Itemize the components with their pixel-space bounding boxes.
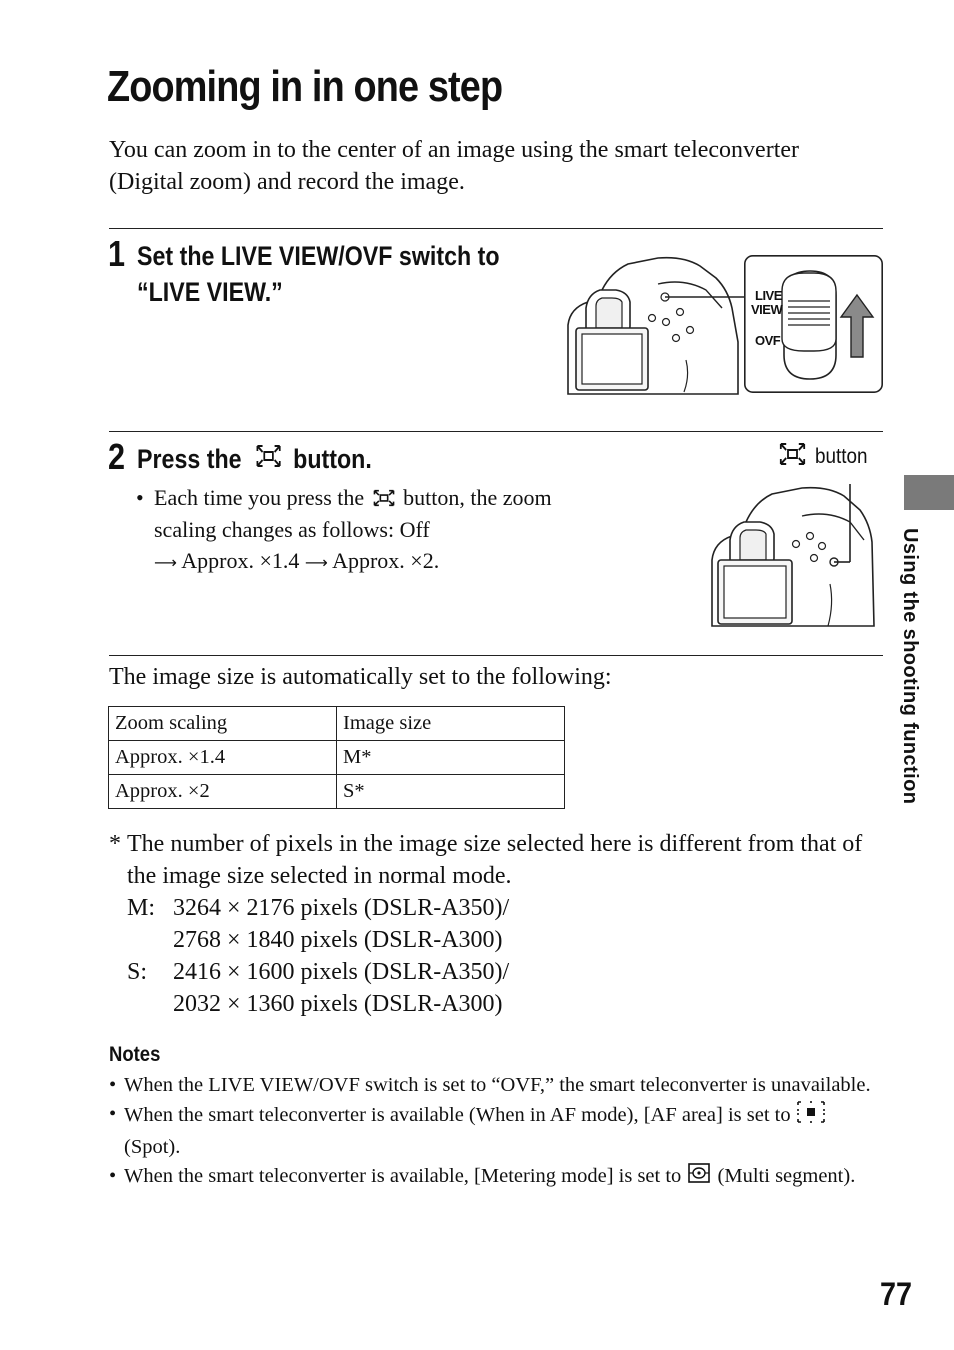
footnote-m-line-1: 3264 × 2176 pixels (DSLR-A350)/ (173, 895, 510, 921)
bullet-dot: • (109, 1074, 117, 1096)
note-2-part-1: When the smart teleconverter is available (When in AF mode), [AF area] is set to (124, 1104, 791, 1127)
notes-heading: Notes (109, 1043, 161, 1066)
right-arrow-icon: ⟶ (154, 552, 177, 572)
note-1-text: When the LIVE VIEW/OVF switch is set to “OVF,” the smart teleconverter is unavailable. (124, 1074, 871, 1096)
step-2-title-before: Press the (137, 444, 242, 474)
bullet-dot: • (109, 1165, 117, 1187)
footnote-star: * (109, 831, 121, 857)
note-3-part-2: (Multi segment). (717, 1165, 856, 1187)
footnote-spacer (127, 924, 173, 956)
switch-label-live: LIVE (755, 288, 782, 303)
switch-label-ovf: OVF (755, 333, 781, 348)
step-2-title (137, 441, 372, 477)
section-side-label (897, 528, 925, 818)
section-divider (109, 431, 883, 432)
section-thumb-tab (904, 475, 954, 510)
spot-af-icon (796, 1100, 826, 1133)
page-number: 77 (880, 1276, 913, 1312)
callout-label: button (815, 445, 868, 468)
note-item (109, 1071, 879, 1100)
note-2-part-2: (Spot). (124, 1136, 181, 1158)
bullet-dot: • (136, 485, 144, 510)
footnote (109, 828, 889, 1020)
footnote-s-line-2: 2032 × 1360 pixels (DSLR-A300) (173, 991, 503, 1017)
step-1-title-line-1: Set the LIVE VIEW/OVF switch to (137, 241, 500, 271)
table-header-cell: Zoom scaling (109, 707, 337, 741)
bullet-part-2: button, the zoom scaling changes as follows: Off (154, 485, 552, 543)
live-view-switch-closeup (744, 255, 883, 393)
bullet-dot: • (109, 1103, 117, 1125)
step-1-title-line-2: “LIVE VIEW.” (137, 277, 283, 307)
smart-teleconverter-icon (373, 485, 395, 516)
footnote-m-line-2: 2768 × 1840 pixels (DSLR-A300) (173, 927, 503, 953)
footnote-s-row (127, 956, 889, 988)
step-2-title-after: button. (293, 444, 372, 474)
table-cell: M* (337, 741, 565, 775)
footnote-m-row (127, 892, 889, 924)
table-header-cell: Image size (337, 707, 565, 741)
camera-back-illustration (566, 250, 744, 395)
multi-segment-metering-icon (688, 1163, 710, 1192)
switch-label-view: VIEW (751, 302, 783, 317)
step-1-number: 1 (108, 233, 126, 274)
footnote-m-row-2 (127, 924, 889, 956)
table-row (109, 741, 565, 775)
footnote-s-line-1: 2416 × 1600 pixels (DSLR-A350)/ (173, 959, 510, 985)
image-size-lead: The image size is automatically set to the following: (109, 664, 612, 690)
footnote-s-key: S: (127, 959, 148, 985)
intro-paragraph: You can zoom in to the center of an image using the smart teleconverter (Digital zoom) and record the image. (109, 137, 800, 195)
footnote-s-row-2 (127, 988, 889, 1020)
smart-teleconverter-icon (779, 442, 806, 472)
note-3-part-1: When the smart teleconverter is available, [Metering mode] is set to (124, 1165, 682, 1187)
bullet-part-3: Approx. ×1.4 (181, 547, 300, 573)
table-row (109, 775, 565, 809)
camera-back-illustration-2 (710, 480, 880, 627)
table-cell: Approx. ×2 (109, 775, 337, 809)
table-header-row (109, 707, 565, 741)
button-callout (779, 442, 868, 472)
note-item (109, 1100, 879, 1162)
bullet-part-1: Each time you press the (154, 485, 365, 510)
image-size-table (108, 706, 565, 809)
step-2-bullet (136, 483, 556, 578)
section-side-label-text: Using the shooting function (899, 528, 921, 805)
section-divider (109, 228, 883, 229)
up-arrow-icon (839, 293, 875, 359)
footnote-spacer (127, 988, 173, 1020)
table-cell: S* (337, 775, 565, 809)
notes-list (109, 1071, 879, 1192)
smart-teleconverter-icon (255, 441, 281, 477)
footnote-m-key: M: (127, 895, 156, 921)
bullet-part-4: Approx. ×2. (332, 547, 440, 573)
page-title: Zooming in in one step (107, 62, 503, 111)
right-arrow-icon: ⟶ (304, 552, 328, 572)
footnote-text: The number of pixels in the image size selected here is different from that of the image size selected in normal mode. (127, 831, 863, 889)
note-item (109, 1162, 879, 1192)
step-2-number: 2 (108, 436, 126, 477)
section-divider (109, 655, 883, 656)
table-cell: Approx. ×1.4 (109, 741, 337, 775)
